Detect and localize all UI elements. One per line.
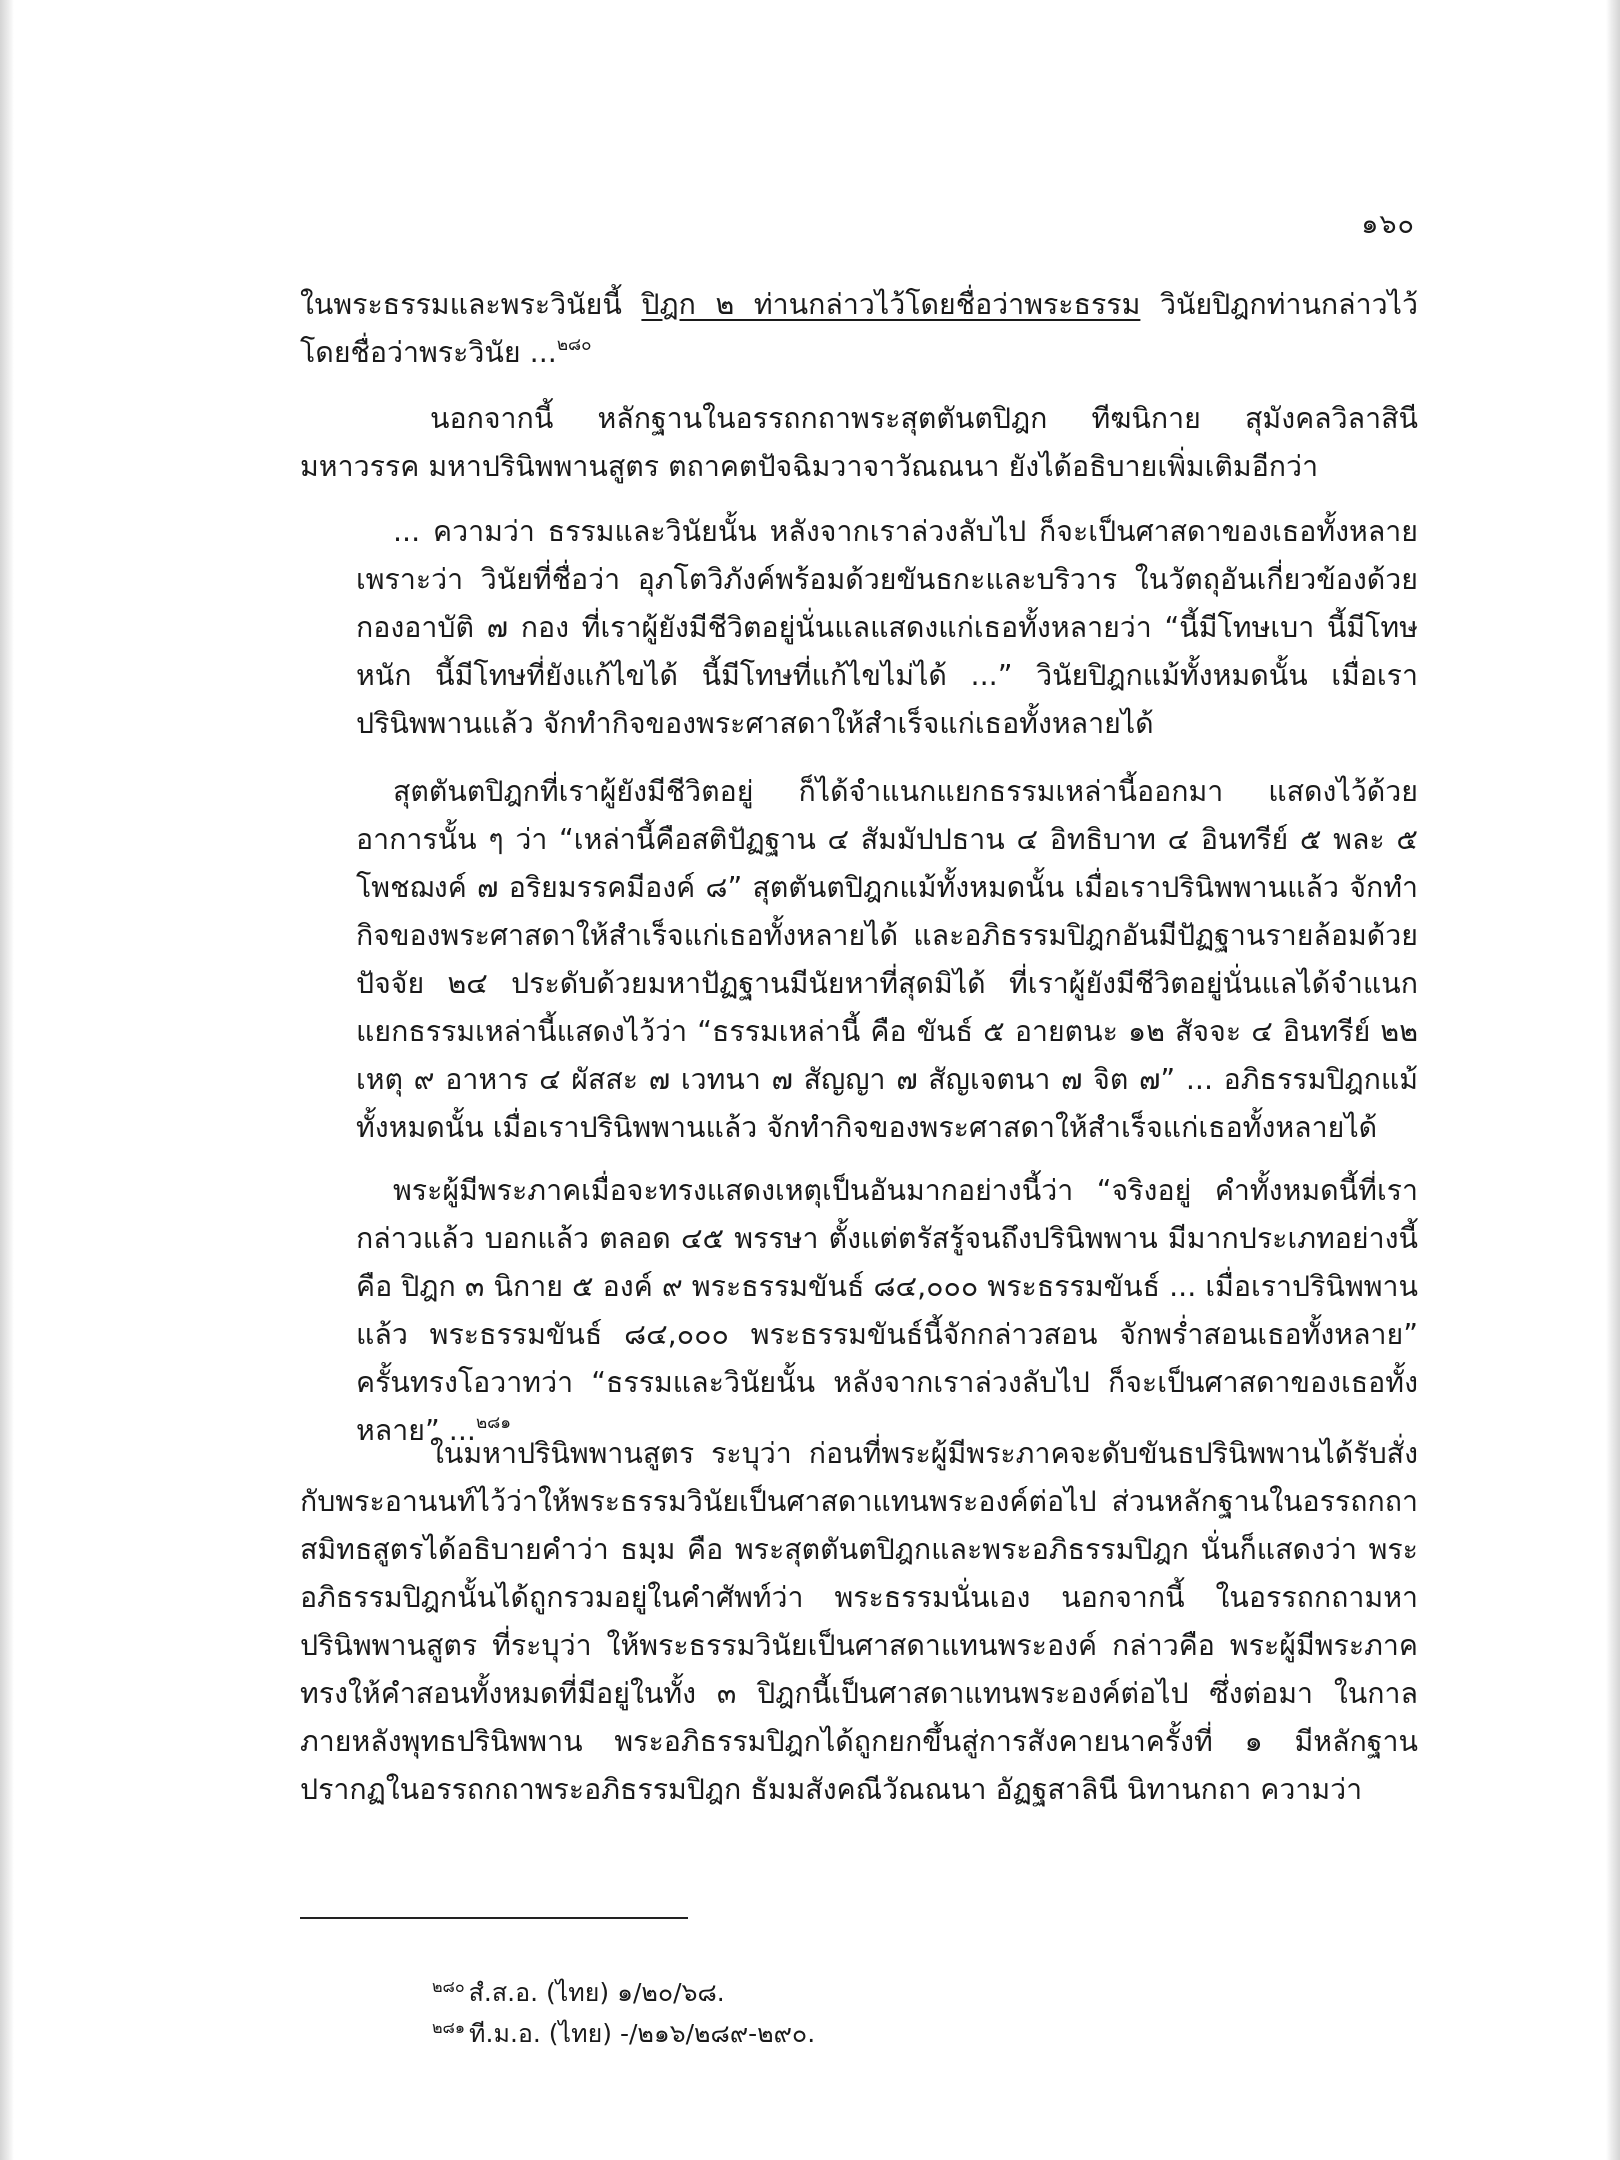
page-shadow-left bbox=[0, 0, 14, 2160]
paragraph-3: ในมหาปรินิพพานสูตร ระบุว่า ก่อนที่พระผู้มีพระภาคจะดับขันธปรินิพพานได้รับสั่งกับพระอานนท์ไว้ว่าให้พระธรรมวินัยเป็นศาสดาแทนพระองค์ต่อไป ส่วนหลักฐานในอรรถกถาสมิทธสูตรได้อธิบายคำว่า ธมฺม คือ พระสุตตันตปิฎกและพระอภิธรรมปิฎก นั่นก็แสดงว่า พระอภิธรรมปิฎกนั้นได้ถูกรวมอยู่ในคำศัพท์ว่า พระธรรมนั่นเอง นอกจากนี้ ในอรรถกถามหาปรินิพพานสูตร ที่ระบุว่า ให้พระธรรมวินัยเป็นศาสดาแทนพระองค์ กล่าวคือ พระผู้มีพระภาคทรงให้คำสอนทั้งหมดที่มีอยู่ในทั้ง ๓ ปิฎกนี้เป็นศาสดาแทนพระองค์ต่อไป ซึ่งต่อมา ในกาลภายหลังพุทธปรินิพพาน พระอภิธรรมปิฎกได้ถูกยกขึ้นสู่การสังคายนาครั้งที่ ๑ มีหลักฐานปรากฏในอรรถกถาพระอภิธรรมปิฎก ธัมมสังคณีวัณณนา อัฏฐสาลินี นิทานกถา ความว่า bbox=[300, 1437, 1418, 1806]
paragraph-1-start: ในพระธรรมและพระวินัยนี้ bbox=[300, 288, 642, 321]
footnote-281 bbox=[432, 2017, 815, 2051]
footnote-ref-281: ๒๘๑ bbox=[475, 1413, 512, 1433]
quote-block-2: สุตตันตปิฎกที่เราผู้ยังมีชีวิตอยู่ ก็ได้จำแนกแยกธรรมเหล่านี้ออกมา แสดงไว้ด้วยอาการนั้น ๆ ว่า “เหล่านี้คือสติปัฏฐาน ๔ สัมมัปปธาน ๔ อิทธิบาท ๔ อินทรีย์ ๕ พละ ๕ โพชฌงค์ ๗ อริยมรรคมีองค์ ๘” สุตตันตปิฎกแม้ทั้งหมดนั้น เมื่อเราปรินิพพานแล้ว จักทำกิจของพระศาสดาให้สำเร็จแก่เธอทั้งหลายได้ และอภิธรรมปิฎกอันมีปัฏฐานรายล้อมด้วยปัจจัย ๒๔ ประดับด้วยมหาปัฏฐานมีนัยหาที่สุดมิได้ ที่เราผู้ยังมีชีวิตอยู่นั่นแลได้จำแนกแยกธรรมเหล่านี้แสดงไว้ว่า “ธรรมเหล่านี้ คือ ขันธ์ ๕ อายตนะ ๑๒ สัจจะ ๔ อินทรีย์ ๒๒ เหตุ ๙ อาหาร ๔ ผัสสะ ๗ เวทนา ๗ สัญญา ๗ สัญเจตนา ๗ จิต ๗” ... อภิธรรมปิฎกแม้ทั้งหมดนั้น เมื่อเราปรินิพพานแล้ว จักทำกิจของพระศาสดาให้สำเร็จแก่เธอทั้งหลายได้ bbox=[356, 775, 1418, 1144]
footnote-mark: ๒๘๑ bbox=[432, 2018, 466, 2037]
footnote-mark: ๒๘๐ bbox=[432, 1977, 465, 1996]
paragraph-1 bbox=[300, 281, 1418, 377]
footnote-ref-280: ๒๘๐ bbox=[556, 335, 592, 355]
underlined-phrase: ปิฎก ๒ ท่านกล่าวไว้โดยชื่อว่าพระธรรม bbox=[641, 288, 1141, 321]
page-number: ๑๖๐ bbox=[1361, 209, 1415, 240]
page-shadow-right bbox=[1606, 0, 1620, 2160]
footnote-280 bbox=[432, 1976, 725, 2010]
quote-block-3 bbox=[356, 1167, 1418, 1455]
paragraph-1-end: วินัยปิฎกท่านกล่าวไว้โดยชื่อว่าพระวินัย ... bbox=[300, 288, 1418, 369]
footnote-text: สํ.ส.อ. (ไทย) ๑/๒๐/๖๘. bbox=[468, 1978, 725, 2007]
footnote-divider bbox=[300, 1917, 688, 1919]
quote-block-1: ... ความว่า ธรรมและวินัยนั้น หลังจากเราล่วงลับไป ก็จะเป็นศาสดาของเธอทั้งหลาย เพราะว่า วินัยที่ชื่อว่า อุภโตวิภังค์พร้อมด้วยขันธกะและบริวาร ในวัตถุอันเกี่ยวข้องด้วยกองอาบัติ ๗ กอง ที่เราผู้ยังมีชีวิตอยู่นั่นแลแสดงแก่เธอทั้งหลายว่า “นี้มีโทษเบา นี้มีโทษหนัก นี้มีโทษที่ยังแก้ไขได้ นี้มีโทษที่แก้ไขไม่ได้ ...” วินัยปิฎกแม้ทั้งหมดนั้น เมื่อเราปรินิพพานแล้ว จักทำกิจของพระศาสดาให้สำเร็จแก่เธอทั้งหลายได้ bbox=[356, 515, 1418, 740]
footnote-text: ที.ม.อ. (ไทย) -/๒๑๖/๒๘๙-๒๙๐. bbox=[469, 2019, 816, 2048]
quote-block-3-text: พระผู้มีพระภาคเมื่อจะทรงแสดงเหตุเป็นอันมากอย่างนี้ว่า “จริงอยู่ คำทั้งหมดนี้ที่เรากล่าวแล้ว บอกแล้ว ตลอด ๔๕ พรรษา ตั้งแต่ตรัสรู้จนถึงปรินิพพาน มีมากประเภทอย่างนี้ คือ ปิฎก ๓ นิกาย ๕ องค์ ๙ พระธรรมขันธ์ ๘๔,๐๐๐ พระธรรมขันธ์ ... เมื่อเราปรินิพพานแล้ว พระธรรมขันธ์ ๘๔,๐๐๐ พระธรรมขันธ์นี้จักกล่าวสอน จักพร่ำสอนเธอทั้งหลาย” ครั้นทรงโอวาทว่า “ธรรมและวินัยนั้น หลังจากเราล่วงลับไป ก็จะเป็นศาสดาของเธอทั้งหลาย” ... bbox=[356, 1174, 1418, 1447]
paragraph-2: นอกจากนี้ หลักฐานในอรรถกถาพระสุตตันตปิฎก ทีฆนิกาย สุมังคลวิลาสินี มหาวรรค มหาปรินิพพานสูตร ตถาคตปัจฉิมวาจาวัณณนา ยังได้อธิบายเพิ่มเติมอีกว่า bbox=[300, 402, 1418, 483]
